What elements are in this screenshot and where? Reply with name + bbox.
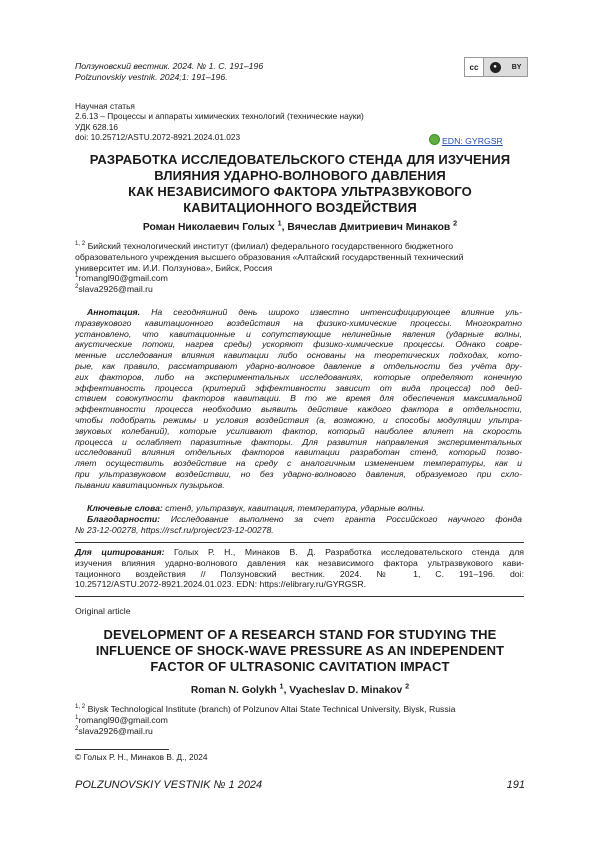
author-2-ru: Вячеслав Дмитриевич Минаков <box>287 222 451 233</box>
abstract-line: при ультразвуковом воздействии, но без ударно-волнового давления, образуемого при схло- <box>75 468 522 479</box>
authors-en: Roman N. Golykh $^1$, Vyacheslav D. Minakov $^2$ <box>190 681 410 696</box>
title-en-line: DEVELOPMENT OF A RESEARCH STAND FOR STUDYING THE <box>103 627 497 642</box>
page-number: 191 <box>506 779 525 791</box>
acknowledgements-text: № 23-12-00278, https://rscf.ru/project/23-12-00278. <box>75 524 274 535</box>
speciality-code: 2.6.13 – Процессы и аппараты химических технологий (технические науки) <box>75 111 364 122</box>
citation-text: 10.25712/ASTU.2072-8921.2024.01.023. EDN: https://elibrary.ru/GYRGSR. <box>75 579 367 590</box>
article-type-en: Original article <box>75 606 131 616</box>
author-1-sup: 1 <box>277 218 282 228</box>
abstract-line: менные исследования влияния кавитации либо основаны на теоретических подходах, кото- <box>75 350 522 361</box>
edn-link-block[interactable] <box>429 131 503 149</box>
abstract-line: гих факторов, либо на экспериментальных исследованиях, которые определяют конечную <box>75 371 522 382</box>
article-meta <box>75 101 364 143</box>
affiliation-line: Бийский технологический институт (филиал) федерального государственного бюджетного <box>87 241 454 251</box>
abstract-line: пывании кавитационных пузырьков. <box>75 479 225 490</box>
author-1-ru: Роман Николаевич Голых <box>142 222 275 233</box>
affiliation-en-text: Biysk Technological Institute (branch) of Polzunov Altai State Technical University, Biysk, Russia <box>87 704 456 714</box>
abstract-label: Аннотация. <box>87 307 141 317</box>
abstract <box>75 307 522 491</box>
citation-label: Для цитирования: <box>75 547 165 557</box>
email-2-en[interactable]: slava2926@mail.ru <box>78 725 153 736</box>
authors-ru: Роман Николаевич Голых $^1$, Вячеслав Дмитриевич Минаков $^2$ <box>142 218 458 233</box>
title-ru-line: КАВИТАЦИОННОГО ВОЗДЕЙСТВИЯ <box>183 200 417 215</box>
abstract-line: тразвукового кавитационного воздействия на физико-химические процессы. Многократно <box>75 317 522 328</box>
abstract-line: процесса и ослабляет паразитные факторы. Для развития направления экспериментальных <box>75 436 522 447</box>
doi-text[interactable]: doi: 10.25712/ASTU.2072-8921.2024.01.023 <box>75 132 241 143</box>
journal-reference <box>75 61 263 83</box>
license-by-label: BY <box>511 63 522 71</box>
affiliation-sup: 1, 2 <box>75 240 86 248</box>
abstract-line: исследований влияния отдельных факторов кавитации разработан стенд, который позво- <box>75 447 522 458</box>
affiliation-en: $^{1, 2}$ Biysk Technological Institute (branch) of Polzunov Altai State Technical University, Biysk, Russia $^1$romangl90@gmail.com $^2$slava2926@mail.ru <box>75 703 456 736</box>
title-ru-line: РАЗРАБОТКА ИССЛЕДОВАТЕЛЬСКОГО СТЕНДА ДЛЯ ИЗУЧЕНИЯ <box>89 152 511 167</box>
affiliation-line: образовательного учреждения высшего образования «Алтайский государственный технический <box>75 251 464 262</box>
footnote-divider <box>75 749 169 750</box>
keywords-label: Ключевые слова: <box>87 503 163 513</box>
title-en <box>60 627 540 675</box>
abstract-line: рые, как правило, рассматривают ударно-волновое давление в отдельности без учёта дру- <box>75 360 522 371</box>
keywords-text: стенд, ультразвук, кавитация, температура, ударные волны. <box>165 503 426 513</box>
divider <box>75 596 524 597</box>
affiliation-ru: $^{1, 2}$ Бийский технологический институт (филиал) федерального государственного бюджетного образовательного учреждения высшего образования «Алтайский государственный технический университет им. И.И. Ползунова», Бийск, Россия $^1$romangl90@gmail.com $^2$slava2926@mail.ru <box>75 241 535 295</box>
divider <box>75 542 524 543</box>
author-2-en: Vyacheslav D. Minakov <box>289 685 403 696</box>
acknowledgements-label: Благодарности: <box>87 513 161 524</box>
author-2-sup: 2 <box>453 218 458 228</box>
elibrary-edn-icon <box>429 134 440 145</box>
abstract-line: чтобы подобрать режимы и условия воздействия (а, возможно, и способы модуляции ультра- <box>75 414 522 425</box>
journal-reference-ru: Ползуновский вестник. 2024. № 1. С. 191–196 <box>75 61 264 71</box>
abstract-line: эффективности процесса необходимо выявить действие каждого фактора в отдельности, <box>75 404 522 415</box>
cc-logo-icon: cc <box>465 58 484 76</box>
affiliation-line: университет им. И.И. Ползунова», Бийск, Россия <box>75 262 273 273</box>
title-ru <box>60 152 540 216</box>
title-ru-line: КАК НЕЗАВИСИМОГО ФАКТОРА УЛЬТРАЗВУКОВОГО <box>128 184 472 199</box>
abstract-line: установлено, что кавитационные и сопутствующие нелинейные явления (ударные волны, <box>75 328 522 339</box>
title-en-line: INFLUENCE OF SHOCK-WAVE PRESSURE AS AN INDEPENDENT <box>95 643 505 658</box>
citation-text: изучения влияния ударно-волнового давления как независимого фактора ультразвукового кави- <box>75 557 524 568</box>
citation-text: Голых Р. Н., Минаков В. Д. Разработка исследовательского стенда для <box>174 547 524 557</box>
abstract-line: эффективность процесса (критерий эффективности зависит от вида процесса) под дей- <box>75 382 522 393</box>
attribution-person-icon: ● <box>490 62 501 73</box>
abstract-line: ствием совокупности факторов кавитации. В то же время для обеспечения максимальной <box>75 393 522 404</box>
journal-reference-en: Polzunovskiy vestnik. 2024;1: 191–196. <box>75 71 228 82</box>
email-1[interactable]: romangl90@gmail.com <box>78 273 168 284</box>
citation-block <box>75 547 524 590</box>
author-1-en: Roman N. Golykh <box>190 685 277 696</box>
edn-link[interactable]: EDN: GYRGSR <box>442 136 503 146</box>
keywords-block <box>75 503 522 535</box>
abstract-line: акустические потоки, нагрев среды) ускоряют физико-химические процессы. Однако совре- <box>75 339 522 350</box>
citation-text: тационного воздействия // Ползуновский вестник. 2024. № 1, С. 191–196. doi: <box>75 568 524 579</box>
email-2[interactable]: slava2926@mail.ru <box>78 284 153 295</box>
title-en-line: FACTOR OF ULTRASONIC CAVITATION IMPACT <box>150 659 450 674</box>
article-type: Научная статья <box>75 101 135 111</box>
cc-by-license-badge[interactable] <box>464 57 528 77</box>
email-1-en[interactable]: romangl90@gmail.com <box>78 714 168 725</box>
abstract-line: звуковых колебаний), которые усиливают фактор, который наиболее влияет на скорость <box>75 425 522 436</box>
footer-journal: POLZUNOVSKIY VESTNIK № 1 2024 <box>75 779 263 791</box>
abstract-line: ляет осуществить воздействие на среду с аналогичным изменением температуры, как и <box>75 458 522 469</box>
title-ru-line: ВЛИЯНИЯ УДАРНО-ВОЛНОВОГО ДАВЛЕНИЯ <box>154 168 446 183</box>
copyright-footnote: © Голых Р. Н., Минаков В. Д., 2024 <box>75 752 208 762</box>
abstract-line: На сегодняшний день широко известно интенсифицирующее влияние уль- <box>151 307 522 317</box>
udc-code: УДК 628.16 <box>75 121 119 132</box>
acknowledgements-text: Исследование выполнено за счет гранта Российского научного фонда <box>170 513 522 524</box>
